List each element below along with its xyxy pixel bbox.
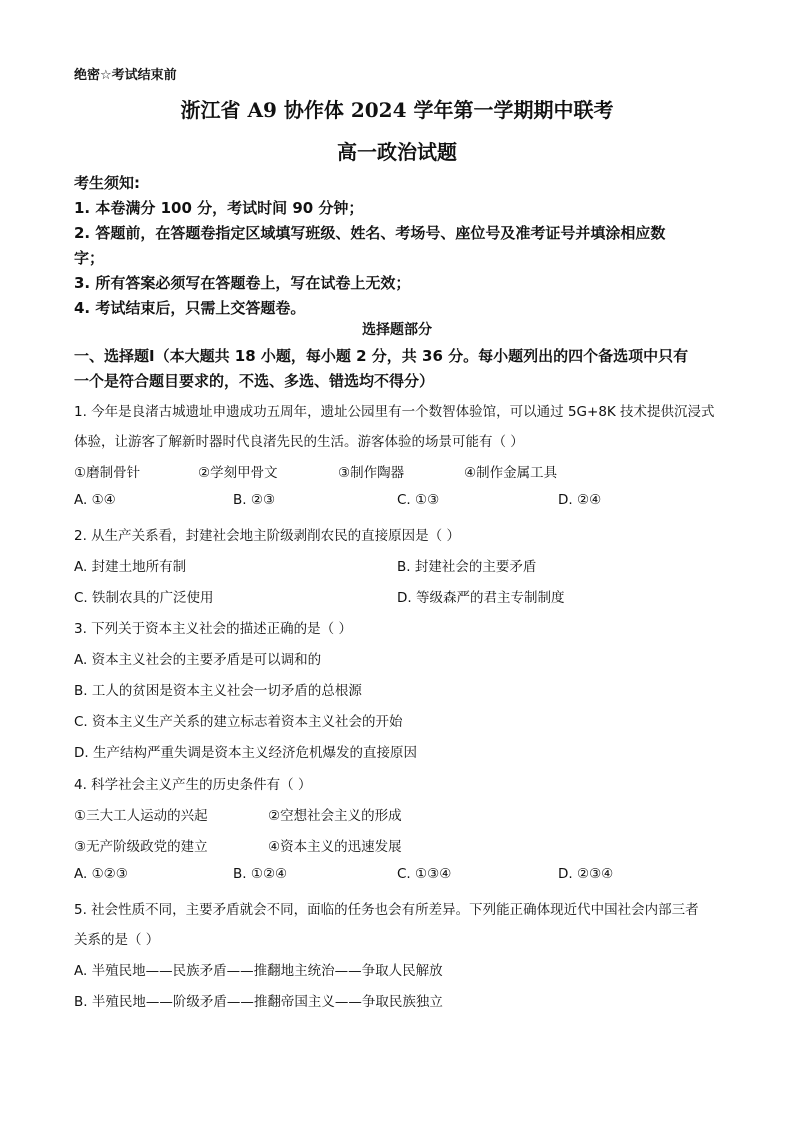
question-1-option: A. ①④ — [74, 492, 116, 508]
question-1-item: ③制作陶器 — [338, 465, 405, 481]
exam-subtitle: 高一政治试题 — [337, 140, 457, 164]
question-4-item: ①三大工人运动的兴起 — [74, 808, 208, 824]
question-4-item: ③无产阶级政党的建立 — [74, 839, 208, 855]
question-3-text: 3. 下列关于资本主义社会的描述正确的是（ ） — [74, 621, 352, 637]
question-1-option: B. ②③ — [233, 492, 276, 508]
question-4-item: ②空想社会主义的形成 — [268, 808, 402, 824]
question-4-option: D. ②③④ — [558, 866, 614, 882]
question-5-option: A. 半殖民地——民族矛盾——推翻地主统治——争取人民解放 — [74, 963, 443, 979]
notice-item: 4. 考试结束后，只需上交答题卷。 — [74, 299, 306, 317]
section-heading: 一、选择题Ⅰ（本大题共 18 小题，每小题 2 分，共 36 分。每小题列出的四个备选项中只有 — [74, 347, 689, 365]
question-3-option: D. 生产结构严重失调是资本主义经济危机爆发的直接原因 — [74, 745, 417, 761]
question-4-option: C. ①③④ — [397, 866, 452, 882]
question-4-item: ④资本主义的迅速发展 — [268, 839, 402, 855]
exam-title: 浙江省 A9 协作体 2024 学年第一学期期中联考 — [180, 98, 614, 122]
notice-item: 字； — [74, 249, 105, 267]
question-4-option: A. ①②③ — [74, 866, 128, 882]
notice-item: 3. 所有答案必须写在答题卷上，写在试卷上无效； — [74, 274, 411, 292]
question-5-option: B. 半殖民地——阶级矛盾——推翻帝国主义——争取民族独立 — [74, 994, 443, 1010]
section-heading: 一个是符合题目要求的，不选、多选、错选均不得分） — [74, 372, 435, 390]
notice-item: 2. 答题前，在答题卷指定区域填写班级、姓名、考场号、座位号及准考证号并填涂相应数 — [74, 224, 666, 242]
secret-mark: 绝密☆考试结束前 — [74, 68, 177, 83]
question-2-option: B. 封建社会的主要矛盾 — [397, 559, 537, 575]
question-4-option: B. ①②④ — [233, 866, 288, 882]
notice-item: 1. 本卷满分 100 分，考试时间 90 分钟； — [74, 199, 364, 217]
question-3-option: B. 工人的贫困是资本主义社会一切矛盾的总根源 — [74, 683, 362, 699]
question-2-option: D. 等级森严的君主专制制度 — [397, 590, 565, 606]
question-3-option: C. 资本主义生产关系的建立标志着资本主义社会的开始 — [74, 714, 403, 730]
question-3-option: A. 资本主义社会的主要矛盾是可以调和的 — [74, 652, 322, 668]
notice-heading: 考生须知: — [74, 174, 140, 192]
question-1-option: C. ①③ — [397, 492, 440, 508]
question-4-text: 4. 科学社会主义产生的历史条件有（ ） — [74, 777, 312, 793]
question-1-text: 1. 今年是良渚古城遗址申遗成功五周年，遗址公园里有一个数智体验馆，可以通过 5G+8K 技术提供沉浸式 — [74, 404, 715, 420]
question-5-text: 5. 社会性质不同，主要矛盾就会不同，面临的任务也会有所差异。下列能正确体现近代中国社会内部三者 — [74, 902, 699, 918]
question-1-option: D. ②④ — [558, 492, 602, 508]
question-1-text: 体验，让游客了解新时器时代良渚先民的生活。游客体验的场景可能有（ ） — [74, 434, 524, 450]
question-2-option: C. 铁制农具的广泛使用 — [74, 590, 214, 606]
question-1-item: ④制作金属工具 — [464, 465, 558, 481]
question-1-item: ②学刻甲骨文 — [198, 465, 278, 481]
question-1-item: ①磨制骨针 — [74, 465, 141, 481]
question-2-option: A. 封建土地所有制 — [74, 559, 187, 575]
question-5-text: 关系的是（ ） — [74, 932, 160, 948]
question-2-text: 2. 从生产关系看，封建社会地主阶级剥削农民的直接原因是（ ） — [74, 528, 460, 544]
section-title: 选择题部分 — [362, 322, 432, 338]
